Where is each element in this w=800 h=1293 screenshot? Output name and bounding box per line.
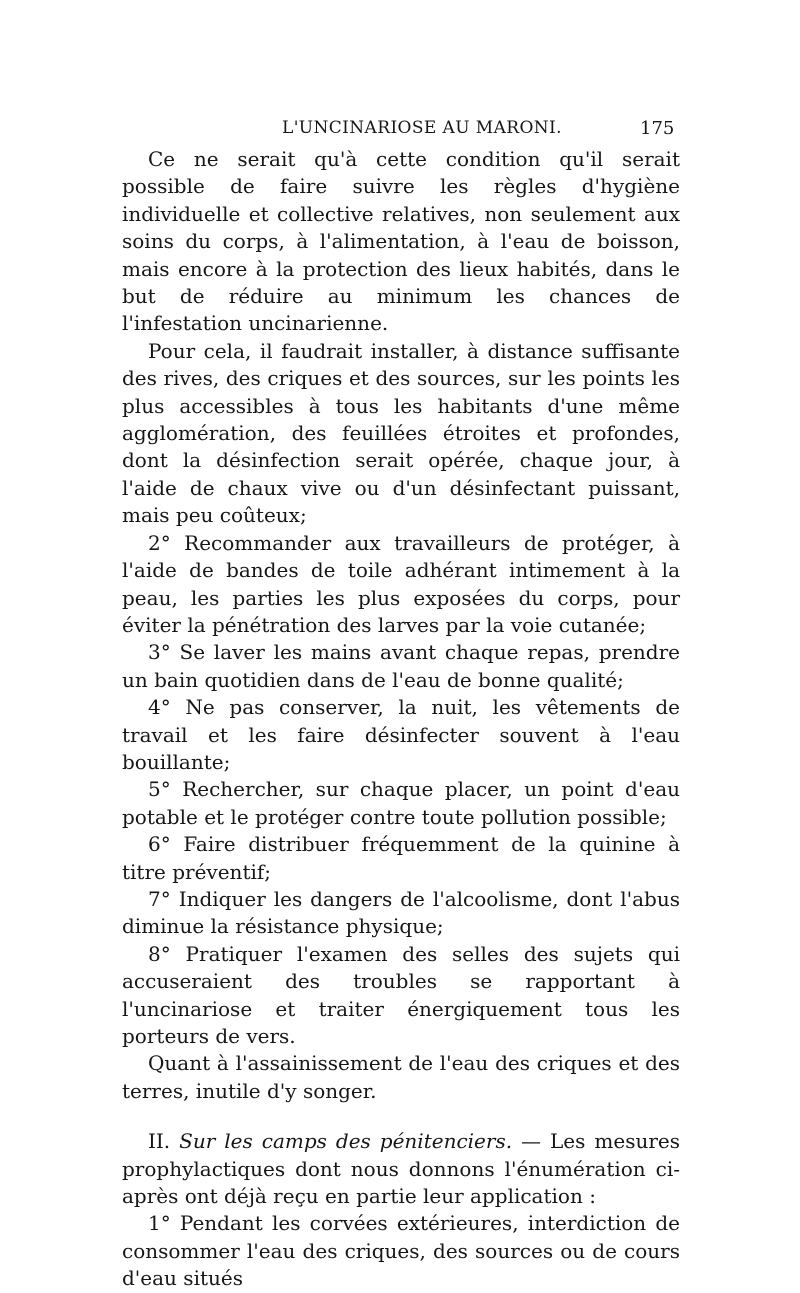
item-4-clothing: 4° Ne pas conserver, la nuit, les vêtements de travail et les faire désinfecter souvent à l'eau bouillante; [122,695,680,774]
section-intro: — Les mesures prophylactiques dont nous donnons l'énumération ci-après ont déjà reçu en partie leur application : [122,1129,680,1209]
paragraph-installation: Pour cela, il faudrait installer, à distance suffisante des rives, des criques et des sources, sur les points les plus accessibles à tous les habitants d'une même agglomération, des feuillées étroites et profondes, dont la désinfection serait opérée, chaque jour, à l'aide de chaux vive ou d'un désinfectant puissant, mais peu coûteux; [122,338,680,528]
section-two-heading [122,1128,680,1210]
paragraph-sanitation: Quant à l'assainissement de l'eau des criques et des terres, inutile d'y songer. [122,1051,680,1103]
item-1-outdoor-work: 1° Pendant les corvées extérieures, interdiction de consommer l'eau des criques, des sources ou de cours d'eau situés [122,1211,680,1291]
item-6-quinine: 6° Faire distribuer fréquemment de la quinine à titre préventif; [122,832,680,884]
paragraph-condition: Ce ne serait qu'à cette condition qu'il serait possible de faire suivre les règles d'hygiène individuelle et collective relatives, non seulement aux soins du corps, à l'alimentation, à l'eau de boisson, mais encore à la protection des lieux habités, dans le but de réduire au minimum les chances de l'infestation uncinarienne. [122,147,680,336]
running-title: L'UNCINARIOSE AU MARONI. [282,118,562,138]
section-numeral: II. [148,1129,171,1154]
item-2-protection: 2° Recommander aux travailleurs de protéger, à l'aide de bandes de toile adhérant intimement à la peau, les parties les plus exposées du corps, pour éviter la pénétration des larves par la voie cutanée; [122,530,680,637]
page-number: 175 [640,118,675,139]
section-title: Sur les camps des pénitenciers. [179,1129,513,1154]
item-8-examination: 8° Pratiquer l'examen des selles des sujets qui accuseraient des troubles se rapportant à l'uncinariose et traiter énergiquement tous les porteurs de vers. [122,941,680,1048]
item-7-alcoholism: 7° Indiquer les dangers de l'alcoolisme, dont l'abus diminue la résistance physique; [122,886,680,939]
item-5-drinking-water: 5° Rechercher, sur chaque placer, un point d'eau potable et le protéger contre toute pollution possible; [122,777,680,829]
item-3-washing: 3° Se laver les mains avant chaque repas, prendre un bain quotidien dans de l'eau de bonne qualité; [122,640,680,692]
body-text [122,146,680,1293]
